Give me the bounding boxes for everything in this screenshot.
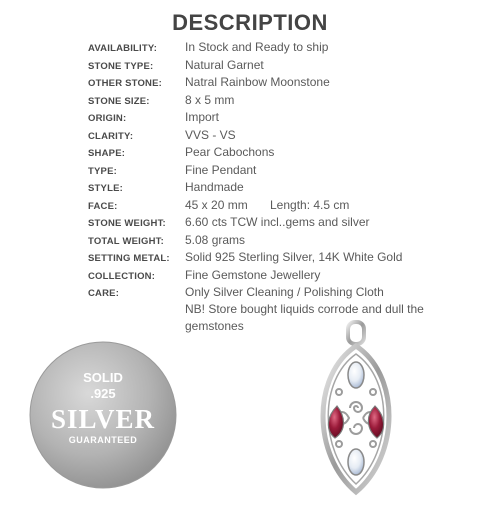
spec-value-length: Length: 4.5 cm [270,197,350,212]
spec-label: TYPE: [88,165,117,177]
spec-value: In Stock and Ready to ship [185,40,329,54]
spec-value: VVS - VS [185,127,236,142]
spec-row-care [0,285,500,302]
spec-label: TOTAL WEIGHT: [88,235,164,247]
spec-row-clarity [0,128,500,145]
spec-label: FACE: [88,200,118,212]
care-note: NB! Store bought liquids corrode and dull the gemstones [185,302,424,333]
spec-label: STONE WEIGHT: [88,218,166,229]
moonstone-bottom [348,449,364,475]
spec-label: SETTING METAL: [88,253,170,264]
spec-label: ORIGIN: [88,113,127,124]
spec-value: Fine Pendant [185,162,257,177]
spec-row-other-stone [0,75,500,92]
silver-guarantee-badge [28,340,178,490]
spec-value: Natural Garnet [185,57,264,72]
spec-label: OTHER STONE: [88,78,163,89]
page-title: DESCRIPTION [172,10,328,35]
badge-seal-icon [28,340,178,490]
spec-row-face [0,198,500,215]
spec-value: Fine Gemstone Jewellery [185,267,321,282]
spec-row-stone-weight [0,215,500,232]
spec-value: Solid 925 Sterling Silver, 14K White Gold [185,250,403,264]
pendant-illustration [305,320,455,500]
spec-value: Only Silver Cleaning / Polishing Cloth [185,285,384,299]
moonstone-top [348,362,364,388]
spec-label: AVAILABILITY: [88,43,158,54]
spec-label: COLLECTION: [88,270,156,282]
spec-value: 45 x 20 mm [185,197,248,212]
spec-row-collection [0,268,500,285]
spec-row-total-weight [0,233,500,250]
spec-label: STONE TYPE: [88,60,154,72]
spec-value: Pear Cabochons [185,145,275,159]
badge-text-silver: SILVER [50,404,156,434]
badge-text-solid: SOLID [83,370,123,385]
spec-label: SHAPE: [88,148,126,159]
spec-value: 5.08 grams [185,232,246,247]
spec-row-setting-metal [0,250,500,267]
spec-row-availability [0,40,500,57]
pendant-image [305,320,455,500]
garnet-left [328,406,343,438]
badge-text-guaranteed: GUARANTEED [68,435,138,445]
spec-row-origin [0,110,500,127]
spec-row-style [0,180,500,197]
spec-row-shape [0,145,500,162]
spec-label: STONE SIZE: [88,95,150,107]
spec-label: STYLE: [88,183,123,194]
spec-value: Handmade [185,180,244,194]
spec-value: Import [185,110,220,124]
spec-value: 6.60 cts TCW incl..gems and silver [185,215,370,229]
spec-row-stone-type [0,58,500,75]
badge-text-925: .925 [90,386,116,401]
spec-row-stone-size [0,93,500,110]
bail [348,322,364,344]
spec-value: Natral Rainbow Moonstone [185,75,330,89]
spec-label: CLARITY: [88,130,134,142]
spec-value: 8 x 5 mm [185,92,235,107]
spec-row-type [0,163,500,180]
spec-label: CARE: [88,288,120,299]
garnet-right [368,406,383,438]
